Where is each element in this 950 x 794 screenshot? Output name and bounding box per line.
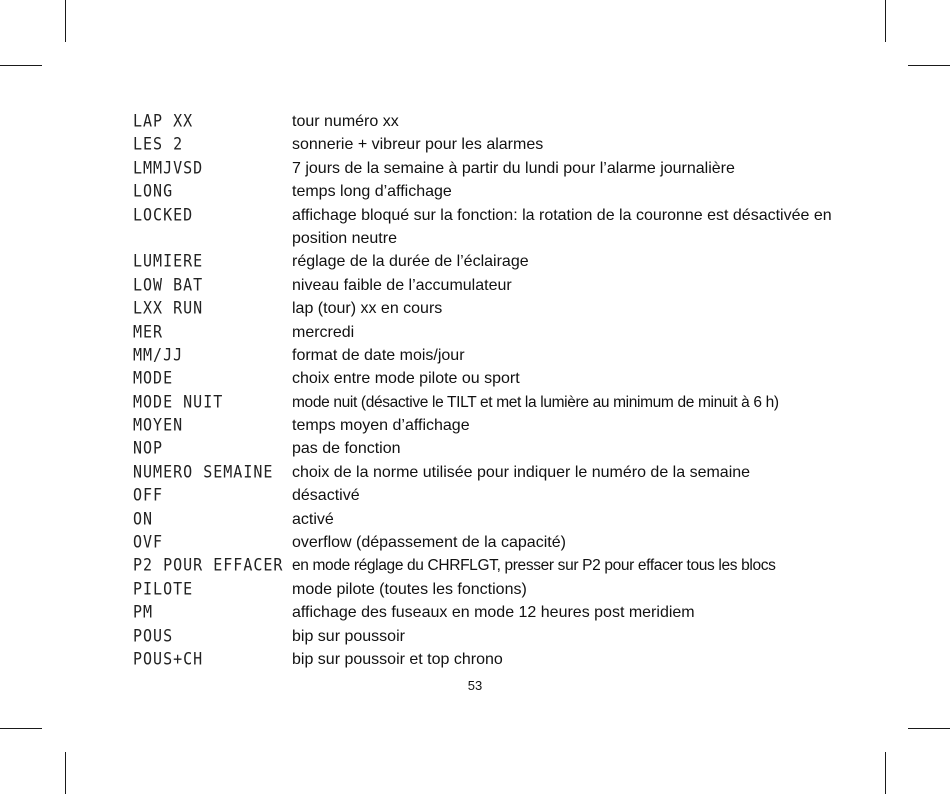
- glossary-entry: [0, 531, 950, 554]
- glossary-entry: [0, 204, 950, 251]
- glossary-entry: [0, 133, 950, 156]
- lcd-term: OFF: [133, 485, 164, 506]
- term-definition: bip sur poussoir et top chrono: [292, 651, 503, 668]
- lcd-term: LAP XX: [133, 111, 194, 132]
- glossary-entry: [0, 414, 950, 437]
- glossary-entry: [0, 508, 950, 531]
- lcd-term: MER: [133, 321, 164, 342]
- lcd-term: LUMIERE: [133, 251, 204, 272]
- lcd-term: NOP: [133, 438, 164, 459]
- glossary-entry: [0, 648, 950, 671]
- term-definition: sonnerie + vibreur pour les alarmes: [292, 136, 544, 154]
- glossary-entry: [0, 367, 950, 390]
- lcd-term: MOYEN: [133, 415, 184, 436]
- lcd-term: ON: [133, 508, 154, 529]
- lcd-term: POUS+CH: [133, 649, 204, 670]
- term-definition: lap (tour) xx en cours: [292, 300, 443, 318]
- term-definition: en mode réglage du CHRFLGT, presser sur P2 pour effacer tous les blocs: [292, 557, 776, 575]
- term-definition: choix de la norme utilisée pour indiquer le numéro de la semaine: [292, 463, 751, 481]
- lcd-term: LES 2: [133, 134, 184, 155]
- glossary-entry: [0, 484, 950, 507]
- term-definition: mode nuit (désactive le TILT et met la lumière au minimum de minuit à 6 h): [292, 393, 779, 411]
- glossary-entry: [0, 391, 950, 414]
- crop-mark: [65, 752, 66, 794]
- term-definition: mode pilote (toutes les fonctions): [292, 580, 527, 598]
- lcd-term: LXX RUN: [133, 298, 204, 319]
- glossary-entry: [0, 625, 950, 648]
- crop-mark: [0, 65, 42, 66]
- term-definition: temps long d’affichage: [292, 183, 452, 201]
- crop-mark: [908, 728, 950, 729]
- term-definition: 7 jours de la semaine à partir du lundi pour l’alarme journalière: [292, 159, 735, 177]
- lcd-term: PILOTE: [133, 578, 194, 599]
- lcd-term: LONG: [133, 181, 174, 202]
- lcd-term: NUMERO SEMAINE: [133, 461, 274, 483]
- glossary-list: [0, 110, 950, 671]
- term-definition: affichage des fuseaux en mode 12 heures post meridiem: [292, 604, 695, 622]
- term-definition: overflow (dépassement de la capacité): [292, 534, 566, 552]
- glossary-entry: [0, 274, 950, 297]
- lcd-term: LOCKED: [133, 204, 194, 225]
- term-definition: format de date mois/jour: [292, 346, 465, 364]
- term-definition: pas de fonction: [292, 440, 401, 458]
- glossary-entry: [0, 110, 950, 133]
- glossary-entry: [0, 297, 950, 320]
- crop-mark: [65, 0, 66, 42]
- term-definition: temps moyen d’affichage: [292, 417, 470, 435]
- lcd-term: MODE NUIT: [133, 391, 224, 412]
- lcd-term: LOW BAT: [133, 274, 204, 295]
- term-definition: affichage bloqué sur la fonction: la rotation de la couronne est désactivée en position neutre: [292, 206, 832, 247]
- page-number: 53: [467, 678, 483, 693]
- term-definition: mercredi: [292, 323, 355, 341]
- lcd-term: PM: [133, 602, 154, 623]
- lcd-term: POUS: [133, 625, 174, 646]
- glossary-entry: [0, 601, 950, 624]
- glossary-entry: [0, 321, 950, 344]
- crop-mark: [885, 752, 886, 794]
- glossary-entry: [0, 437, 950, 460]
- lcd-term: P2 POUR EFFACER: [133, 555, 284, 576]
- glossary-entry: [0, 180, 950, 203]
- term-definition: désactivé: [292, 487, 360, 505]
- glossary-entry: [0, 250, 950, 273]
- lcd-term: LMMJVSD: [133, 157, 204, 178]
- lcd-term: MODE: [133, 368, 174, 389]
- glossary-entry: [0, 554, 950, 577]
- lcd-term: OVF: [133, 532, 164, 553]
- glossary-entry: [0, 578, 950, 601]
- term-definition: réglage de la durée de l’éclairage: [292, 253, 529, 271]
- term-definition: bip sur poussoir: [292, 627, 405, 645]
- term-definition: choix entre mode pilote ou sport: [292, 370, 520, 388]
- lcd-term: MM/JJ: [133, 344, 184, 366]
- term-definition: tour numéro xx: [292, 113, 399, 130]
- glossary-entry: [0, 461, 950, 484]
- crop-mark: [0, 728, 42, 729]
- term-definition: activé: [292, 510, 334, 528]
- crop-mark: [908, 65, 950, 66]
- crop-mark: [885, 0, 886, 42]
- term-definition: niveau faible de l’accumulateur: [292, 276, 512, 294]
- glossary-entry: [0, 344, 950, 367]
- glossary-entry: [0, 157, 950, 180]
